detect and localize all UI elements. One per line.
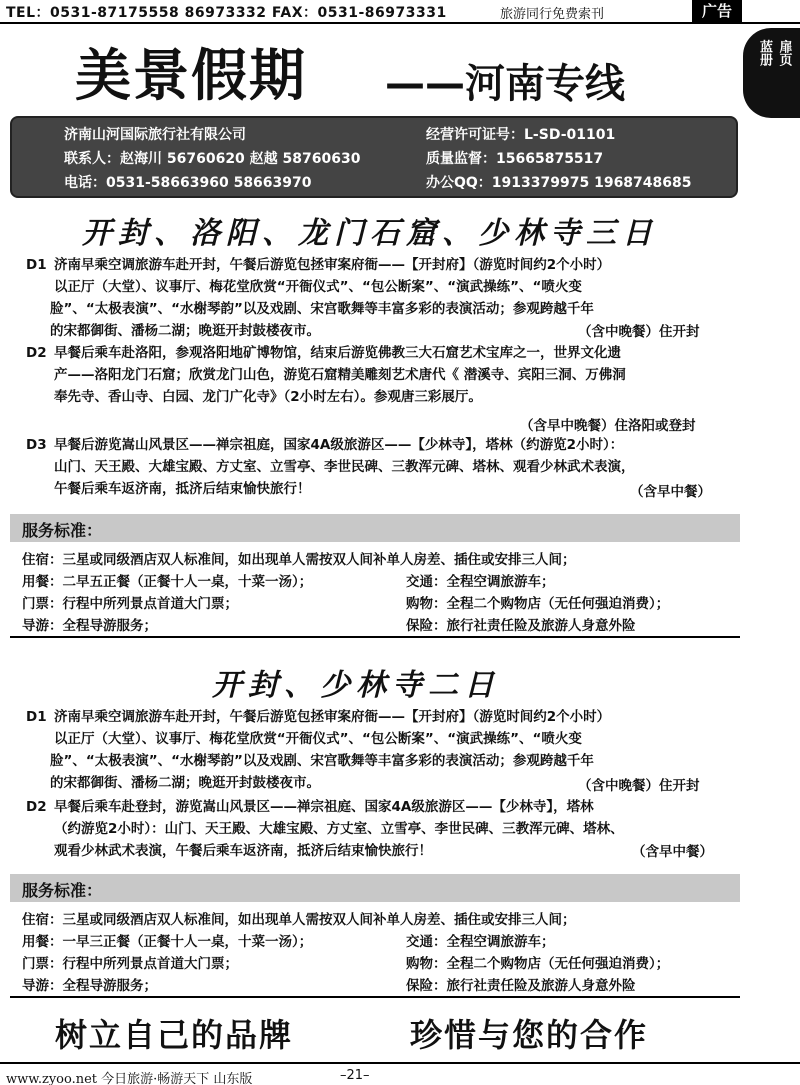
day-line: 产——洛阳龙门石窟；欣赏龙门山色，游览石窟精美雕刻艺术唐代《 潜溪寺、宾阳三洞、万佛洞 — [54, 367, 626, 383]
service-insurance: 保险：旅行社责任险及旅游人身意外险 — [406, 978, 636, 994]
route-title: ——河南专线 — [385, 61, 625, 107]
footer-site: www.zyoo.net 今日旅游·畅游天下 山东版 — [6, 1072, 253, 1085]
agency-name: 济南山河国际旅行社有限公司 — [64, 127, 246, 143]
service-guide: 导游：全程导游服务； — [22, 978, 157, 994]
service-lodging: 住宿：三星或同级酒店双人标准间，如出现单人需按双人间补单人房差、插住或安排三人间； — [22, 552, 576, 568]
day-line: 脸”、“太极表演”、“水榭琴韵”以及戏剧、宋宫歌舞等丰富多彩的表演活动；参观跨越千年 — [50, 301, 594, 317]
day-label: D2 — [26, 345, 47, 361]
day-line: 山门、天王殿、大雄宝殿、方丈室、立雪亭、李世民碑、三教浑元碑、塔林、观看少林武术表演， — [54, 459, 635, 475]
tour1-day2 — [26, 342, 736, 408]
tour1-day3-meal: （含早中餐） — [630, 484, 711, 500]
service-guide: 导游：全程导游服务； — [22, 618, 157, 634]
service-shopping: 购物：全程二个购物店（无任何强迫消费）； — [406, 596, 670, 612]
tel-fax-text: TEL：0531-87175558 86973332 FAX：0531-86973331 — [6, 5, 447, 21]
day-label: D1 — [26, 257, 47, 273]
day-line: 以正厅（大堂）、议事厅、梅花堂欣赏“开衙仪式”、“包公断案”、“演武操练”、“喷火变 — [54, 279, 582, 295]
day-line: 以正厅（大堂）、议事厅、梅花堂欣赏“开衙仪式”、“包公断案”、“演武操练”、“喷火变 — [54, 731, 582, 747]
tour1-service-heading-bar — [10, 514, 740, 542]
tour2-service-heading-bar — [10, 874, 740, 902]
day-label: D1 — [26, 709, 47, 725]
day-label: D2 — [26, 799, 47, 815]
phone-numbers: 电话：0531-58663960 58663970 — [64, 175, 312, 191]
service-heading: 服务标准： — [22, 881, 103, 900]
day-line: 的宋都御街、潘杨二湖；晚逛开封鼓楼夜市。 — [50, 323, 320, 339]
day-line: 脸”、“太极表演”、“水榭琴韵”以及戏剧、宋宫歌舞等丰富多彩的表演活动；参观跨越千年 — [50, 753, 594, 769]
agency-info-box — [10, 116, 738, 198]
page-footer — [0, 1062, 800, 1085]
slogan-cooperation: 珍惜与您的合作 — [410, 1016, 649, 1054]
side-tab — [743, 28, 800, 118]
service-lodging: 住宿：三星或同级酒店双人标准间，如出现单人需按双人间补单人房差、插住或安排三人间； — [22, 912, 576, 928]
tour2-title: 开封、少林寺二日 — [212, 668, 500, 703]
service-shopping: 购物：全程二个购物店（无任何强迫消费）； — [406, 956, 670, 972]
day-label: D3 — [26, 437, 47, 453]
contact-persons: 联系人：赵海川 56760620 赵越 58760630 — [64, 151, 361, 167]
quality-supervision: 质量监督：15665875517 — [426, 151, 604, 167]
day-line: 济南早乘空调旅游车赴开封，午餐后游览包拯审案府衙——【开封府】（游览时间约2个小时） — [54, 709, 611, 725]
service-meals: 用餐：一早三正餐（正餐十人一桌，十菜一汤）； — [22, 934, 313, 950]
side-tab-col1: 蓝册 — [757, 40, 772, 66]
day-line: （约游览2小时）：山门、天王殿、大雄宝殿、方丈室、立雪亭、李世民碑、三教浑元碑、塔林、 — [54, 821, 624, 837]
day-line: 午餐后乘车返济南，抵济后结束愉快旅行！ — [54, 481, 311, 497]
day-line: 奉先寺、香山寺、白园、龙门广化寺》（2小时左右）。参观唐三彩展厅。 — [54, 389, 482, 405]
brand-title: 美景假期 — [75, 44, 307, 109]
service-tickets: 门票：行程中所列景点首道大门票； — [22, 596, 238, 612]
service-transport: 交通：全程空调旅游车； — [406, 934, 555, 950]
tour2-service-body — [10, 902, 740, 998]
day-line: 济南早乘空调旅游车赴开封，午餐后游览包拯审案府衙——【开封府】（游览时间约2个小时） — [54, 257, 611, 273]
slogan-brand: 树立自己的品牌 — [55, 1016, 294, 1054]
day-line: 早餐后游览嵩山风景区——禅宗祖庭，国家4A级旅游区——【少林寺】，塔林（约游览2小时）： — [54, 437, 624, 453]
day-line: 早餐后乘车赴洛阳，参观洛阳地矿博物馆，结束后游览佛教三大石窟艺术宝库之一，世界文化遗 — [54, 345, 621, 361]
day-line: 早餐后乘车赴登封，游览嵩山风景区——禅宗祖庭、国家4A级旅游区——【少林寺】，塔林 — [54, 799, 594, 815]
tour2-day2 — [26, 796, 736, 862]
office-qq: 办公QQ：1913379975 1968748685 — [426, 175, 692, 191]
top-contact-bar — [0, 0, 800, 24]
service-tickets: 门票：行程中所列景点首道大门票； — [22, 956, 238, 972]
tour1-service-body — [10, 542, 740, 638]
ad-label: 广告 — [692, 0, 742, 22]
tour2-day2-meal: （含早中餐） — [632, 844, 713, 860]
side-tab-col2: 扉页 — [776, 40, 792, 66]
service-insurance: 保险：旅行社责任险及旅游人身意外险 — [406, 618, 636, 634]
page-number: –21– — [340, 1068, 370, 1083]
license-number: 经营许可证号：L-SD-01101 — [426, 127, 616, 143]
service-meals: 用餐：二早五正餐（正餐十人一桌，十菜一汤）； — [22, 574, 313, 590]
day-line: 观看少林武术表演，午餐后乘车返济南，抵济后结束愉快旅行！ — [54, 843, 432, 859]
service-heading: 服务标准： — [22, 521, 103, 540]
tour2-day1-meal: （含中晚餐）住开封 — [578, 778, 700, 794]
tour1-day1-meal: （含中晚餐）住开封 — [578, 324, 700, 340]
free-catalog-text: 旅游同行免费索刊 — [500, 7, 605, 22]
tour1-title: 开封、洛阳、龙门石窟、少林寺三日 — [82, 216, 658, 251]
tour1-day2-meal: （含早中晚餐）住洛阳或登封 — [520, 418, 696, 434]
service-transport: 交通：全程空调旅游车； — [406, 574, 555, 590]
day-line: 的宋都御街、潘杨二湖；晚逛开封鼓楼夜市。 — [50, 775, 320, 791]
